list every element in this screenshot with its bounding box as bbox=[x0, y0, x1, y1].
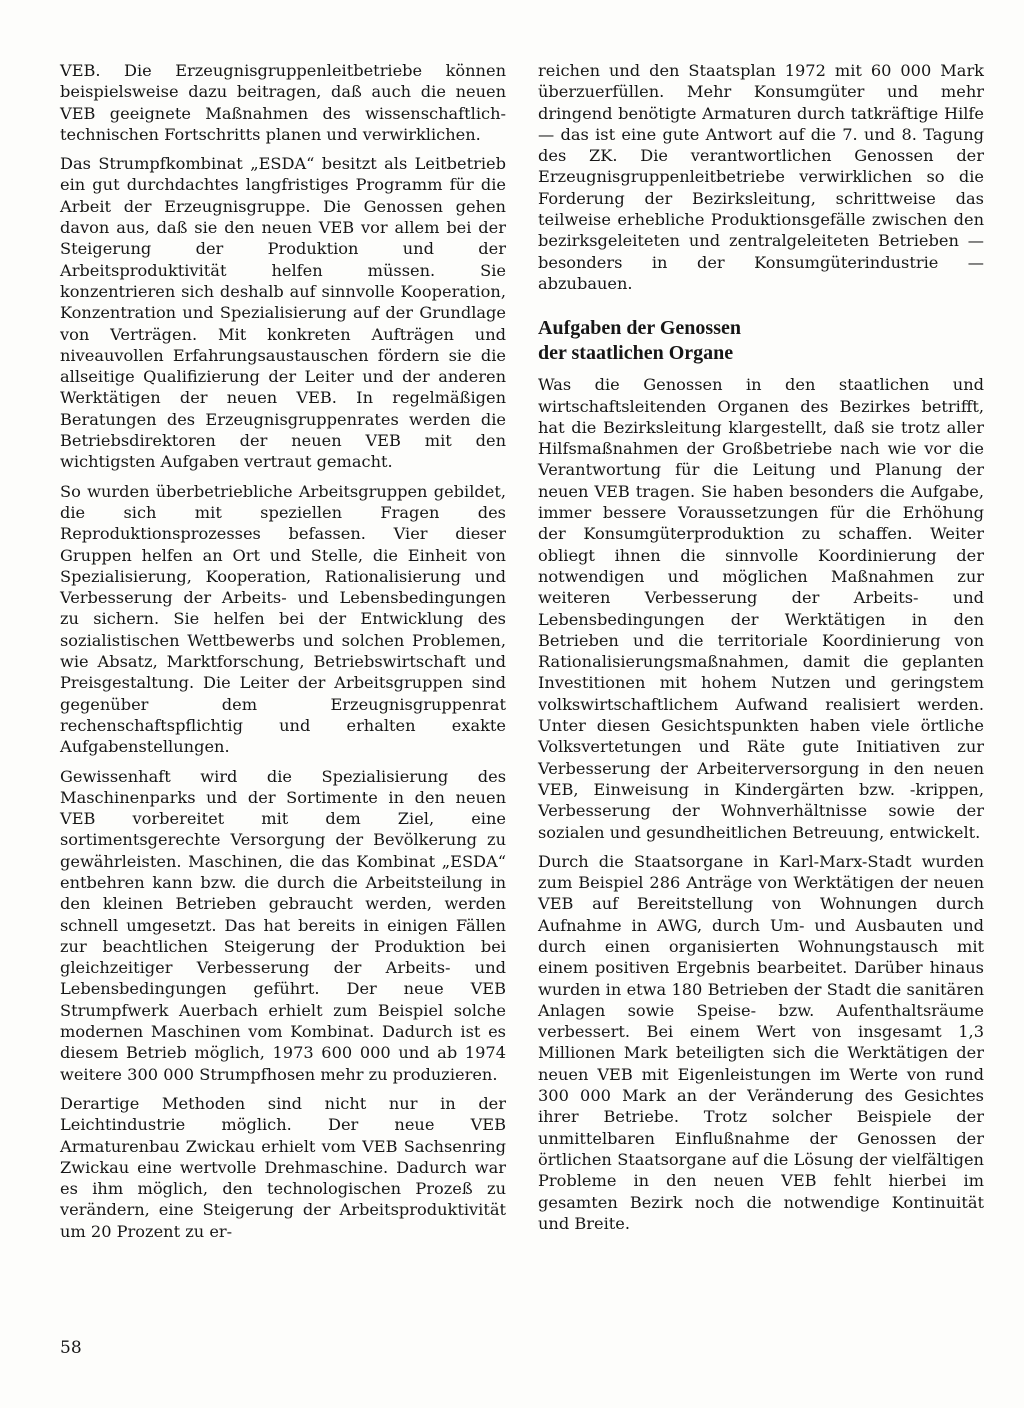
section-heading-line: der staatlichen Organe bbox=[538, 342, 734, 365]
paragraph: Derartige Methoden sind nicht nur in der Leichtindustrie möglich. Der neue VEB Armaturenbau Zwickau erhielt vom VEB Sachsenring Zwickau eine wertvolle Drehmaschine. Dadurch war es ihm möglich, den technologischen Prozeß zu verändern, eine Steigerung der Arbeitsproduktivität um 20 Prozent zu er- bbox=[60, 1093, 506, 1241]
paragraph: Gewissenhaft wird die Spezialisierung des Maschinenparks und der Sortimente in den neuen VEB vorbereitet mit dem Ziel, eine sortimentsgerechte Versorgung der Bevölkerung zu gewährleisten. Maschinen, die das Kombinat „ESDA“ entbehren kann bzw. die durch die Arbeitsteilung in den kleinen Betrieben gebraucht werden, werden schnell umgesetzt. Das hat bereits in einigen Fällen zur beachtlichen Steigerung der Produktion bei gleichzeitiger Verbesserung der Arbeits- und Lebensbedingungen geführt. Der neue VEB Strumpfwerk Auerbach erhielt zum Beispiel solche modernen Maschinen vom Kombinat. Dadurch ist es diesem Betrieb möglich, 1973 600 000 und ab 1974 weitere 300 000 Strumpfhosen mehr zu produzieren. bbox=[60, 766, 506, 1084]
section-heading-line: Aufgaben der Genossen bbox=[538, 317, 741, 340]
left-column bbox=[60, 60, 506, 1250]
right-column bbox=[538, 60, 984, 1242]
paragraph: Durch die Staatsorgane in Karl-Marx-Stadt wurden zum Beispiel 286 Anträge von Werktätigen der neuen VEB auf Bereitstellung von Wohnungen durch Aufnahme in AWG, durch Um- und Ausbauten und durch einen organisierten Wohnungstausch mit einem positiven Ergebnis bearbeitet. Darüber hinaus wurden in etwa 180 Betrieben der Stadt die sanitären Anlagen sowie Speise- bzw. Aufenthaltsräume verbessert. Bei einem Wert von insgesamt 1,3 Millionen Mark beteiligten sich die Werktätigen der neuen VEB mit Eigenleistungen im Werte von rund 300 000 Mark an der Veränderung des Gesichtes ihrer Betriebe. Trotz solcher Beispiele der unmittelbaren Einflußnahme der Genossen der örtlichen Staatsorgane auf die Lösung der vielfältigen Probleme in den neuen VEB fehlt hierbei im gesamten Bezirk noch die notwendige Kontinuität und Breite. bbox=[538, 851, 984, 1233]
section-heading bbox=[538, 316, 984, 366]
paragraph: VEB. Die Erzeugnisgruppenleitbetriebe können beispielsweise dazu beitragen, daß auch die neuen VEB geeignete Maßnahmen des wissenschaftlich-technischen Fortschritts planen und verwirklichen. bbox=[60, 61, 506, 144]
page-number: 58 bbox=[60, 1338, 82, 1358]
paragraph-continuation: reichen und den Staatsplan 1972 mit 60 000 Mark überzuerfüllen. Mehr Konsumgüter und mehr dringend benötigte Armaturen durch tatkräftige Hilfe — das ist eine gute Antwort auf die 7. und 8. Tagung des ZK. Die verantwortlichen Genossen der Erzeugnisgruppenleitbetriebe verwirklichen so die Forderung der Bezirksleitung, schrittweise das teilweise erhebliche Produktionsgefälle zwischen den bezirksgeleiteten und zentralgeleiteten Betrieben — besonders in der Konsumgüterindustrie — abzubauen. bbox=[538, 61, 984, 293]
paragraph: Das Strumpfkombinat „ESDA“ besitzt als Leitbetrieb ein gut durchdachtes langfristiges Programm für die Arbeit der Erzeugnisgruppe. Die Genossen gehen davon aus, daß sie den neuen VEB vor allem bei der Steigerung der Produktion und der Arbeitsproduktivität helfen müssen. Sie konzentrieren sich deshalb auf sinnvolle Kooperation, Konzentration und Spezialisierung auf der Grundlage von Verträgen. Mit konkreten Aufträgen und niveauvollen Erfahrungsaustauschen fördern sie die allseitige Qualifizierung der Leiter und der anderen Werktätigen der neuen VEB. In regelmäßigen Beratungen des Erzeugnisgruppenrates werden die Betriebsdirektoren der neuen VEB mit den wichtigsten Aufgaben vertraut gemacht. bbox=[60, 154, 506, 472]
paragraph: So wurden überbetriebliche Arbeitsgruppen gebildet, die sich mit speziellen Fragen des Reproduktionsprozesses befassen. Vier dieser Gruppen helfen an Ort und Stelle, die Einheit von Spezialisierung, Kooperation, Rationalisierung und Verbesserung der Arbeits- und Lebensbedingungen zu sichern. Sie helfen bei der Entwicklung des sozialistischen Wettbewerbs und solchen Problemen, wie Absatz, Marktforschung, Betriebswirtschaft und Preisgestaltung. Die Leiter der Arbeitsgruppen sind gegenüber dem Erzeugnisgruppenrat rechenschaftspflichtig und erhalten exakte Aufgabenstellungen. bbox=[60, 481, 506, 757]
paragraph: Was die Genossen in den staatlichen und wirtschaftsleitenden Organen des Bezirkes betrifft, hat die Bezirksleitung klargestellt, daß sie trotz aller Hilfsmaßnahmen der Großbetriebe nach wie vor die Verantwortung für die Leitung und Planung der neuen VEB tragen. Sie haben besonders die Aufgabe, immer bessere Voraussetzungen für die Erhöhung der Konsumgüterproduktion zu schaffen. Weiter obliegt ihnen die sinnvolle Koordinierung der notwendigen und möglichen Maßnahmen zur weiteren Verbesserung der Arbeits- und Lebensbedingungen der Werktätigen in den Betrieben und die territoriale Koordinierung von Rationalisierungsmaßnahmen, damit die geplanten Investitionen mit hohem Nutzen und geringstem volkswirtschaftlichem Aufwand realisiert werden. Unter diesen Gesichtspunkten haben viele örtliche Volksvertetungen und Räte gute Initiativen zur Verbesserung der Arbeiterversorgung in den neuen VEB, Einweisung in Kindergärten bzw. -krippen, Verbesserung der Wohnverhältnisse sowie der sozialen und gesundheitlichen Betreuung, entwickelt. bbox=[538, 375, 984, 842]
